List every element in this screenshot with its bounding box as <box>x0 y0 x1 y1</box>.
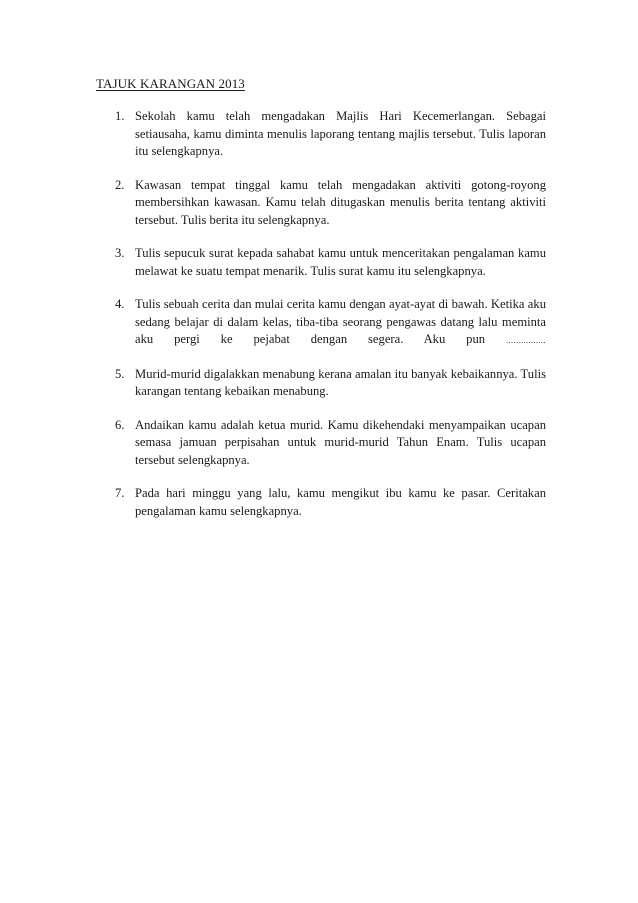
question-number: 6. <box>115 417 125 432</box>
question-item-5 <box>96 366 546 401</box>
question-list <box>96 108 546 536</box>
question-item-7 <box>96 485 546 520</box>
question-text: Tulis sebuah cerita dan mulai cerita kamu dengan ayat-ayat di bawah. Ketika aku sedang belajar di dalam kelas, tiba-tiba seorang pengawas datang lalu meminta aku pergi ke pejabat dengan segera. Aku pun <box>135 297 546 346</box>
question-text: Pada hari minggu yang lalu, kamu mengikut ibu kamu ke pasar. Ceritakan pengalaman kamu selengkapnya. <box>135 486 546 518</box>
question-text: Tulis sepucuk surat kepada sahabat kamu untuk menceritakan pengalaman kamu melawat ke suatu tempat menarik. Tulis surat kamu itu selengkapnya. <box>135 246 546 278</box>
question-number: 4. <box>115 297 125 311</box>
continuation-dots: ................ <box>506 336 546 345</box>
question-number: 5. <box>115 366 125 381</box>
question-item-4 <box>96 296 546 350</box>
question-number: 2. <box>115 177 125 192</box>
question-item-3 <box>96 245 546 280</box>
question-text: Kawasan tempat tinggal kamu telah mengadakan aktiviti gotong-royong membersihkan kawasan. Kamu telah ditugaskan menulis berita tentang aktiviti tersebut. Tulis berita itu selengkapnya. <box>135 177 546 227</box>
question-text: Murid-murid digalakkan menabung kerana amalan itu banyak kebaikannya. Tulis karangan tentang kebaikan menabung. <box>135 366 546 398</box>
document-title: TAJUK KARANGAN 2013 <box>96 76 245 91</box>
question-text: Sekolah kamu telah mengadakan Majlis Hari Kecemerlangan. Sebagai setiausaha, kamu diminta menulis laporang tentang majlis tersebut. Tulis laporan itu selengkapnya. <box>135 109 546 158</box>
question-item-6 <box>96 417 546 470</box>
question-number: 3. <box>115 246 125 260</box>
question-number: 7. <box>115 486 125 500</box>
question-text: Andaikan kamu adalah ketua murid. Kamu dikehendaki menyampaikan ucapan semasa jamuan perpisahan untuk murid-murid Tahun Enam. Tulis ucapan tersebut selengkapnya. <box>135 417 546 467</box>
question-item-1 <box>96 108 546 161</box>
question-item-2 <box>96 177 546 230</box>
question-number: 1. <box>115 109 125 123</box>
